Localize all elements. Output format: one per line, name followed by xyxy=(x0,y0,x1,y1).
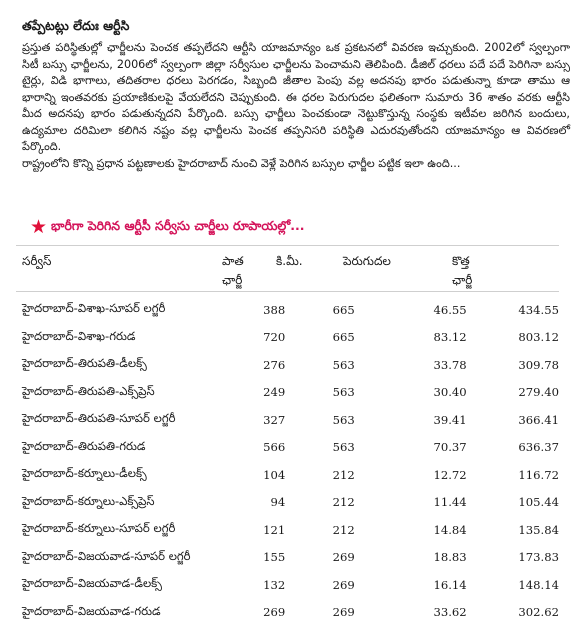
cell-km: 212 xyxy=(332,467,355,482)
header-new-line2: ఛార్జీ xyxy=(452,273,473,287)
table-row xyxy=(16,406,559,434)
cell-route: హైదరాబాద్-విజయవాడ-సూపర్ లగ్జరీ xyxy=(22,548,191,563)
cell-km: 212 xyxy=(332,495,355,510)
cell-route: హైదరాబాద్-విశాఖ-గరుడ xyxy=(22,328,136,343)
table-row xyxy=(16,296,559,324)
cell-km: 269 xyxy=(332,550,355,565)
article-heading: తప్పేటట్లు లేదుః ఆర్టీసి xyxy=(22,18,130,33)
cell-new: 434.55 xyxy=(518,302,559,317)
cell-new: 135.84 xyxy=(518,522,559,537)
header-old-line1: పాత xyxy=(222,254,244,268)
table-row xyxy=(16,544,559,572)
star-icon: ★ xyxy=(30,216,48,238)
header-increase: పెరుగుదల xyxy=(343,254,391,268)
cell-km: 269 xyxy=(332,605,355,620)
cell-km: 665 xyxy=(332,330,355,345)
cell-increase: 33.62 xyxy=(433,605,467,620)
cell-old: 155 xyxy=(263,550,286,565)
cell-increase: 83.12 xyxy=(433,330,467,345)
cell-old: 104 xyxy=(263,467,286,482)
cell-new: 173.83 xyxy=(518,550,559,565)
cell-old: 249 xyxy=(263,385,286,400)
fare-table xyxy=(16,296,559,626)
cell-increase: 12.72 xyxy=(433,467,467,482)
header-old-line2: ఛార్జీ xyxy=(222,273,243,287)
cell-route: హైదరాబాద్-విశాఖ-సూపర్ లగ్జరీ xyxy=(22,301,166,316)
cell-route: హైదరాబాద్-తిరుపతి-డీలక్స్ xyxy=(22,356,147,371)
cell-route: హైదరాబాద్-తిరుపతి-గరుడ xyxy=(22,438,146,453)
cell-km: 563 xyxy=(332,385,355,400)
table-header-divider xyxy=(16,291,559,292)
cell-old: 269 xyxy=(263,605,286,620)
cell-new: 302.62 xyxy=(518,605,559,620)
cell-new: 279.40 xyxy=(518,385,559,400)
cell-route: హైదరాబాద్-విజయవాడ-గరుడ xyxy=(22,603,161,618)
cell-old: 327 xyxy=(263,412,286,427)
fare-table-body xyxy=(16,296,559,626)
cell-old: 121 xyxy=(263,522,286,537)
cell-increase: 30.40 xyxy=(433,385,467,400)
cell-route: హైదరాబాద్-తిరుపతి-ఎక్స్‌ప్రెస్ xyxy=(22,383,155,398)
article-body xyxy=(22,40,570,172)
table-row xyxy=(16,324,559,352)
cell-km: 563 xyxy=(332,412,355,427)
header-old-charge xyxy=(222,252,244,290)
cell-route: హైదరాబాద్-విజయవాడ-డీలక్స్ xyxy=(22,576,162,591)
cell-new: 803.12 xyxy=(518,330,559,345)
article-paragraph: ప్రస్తుత పరిస్థితుల్లో ఛార్జీలను పెంచక తప్పలేదని ఆర్టీసి యాజమాన్యం ఒక ప్రకటనలో వివరణ ఇచ్చుకుంది. 2002లో స్వల్పంగా సిటీ బస్సు ఛార్జీలను, 2006లో స్వల్పంగా జిల్లా సర్వీసుల ఛార్జీలను పెంచామని తెలిపింది. డీజిల్ ధరలు పదే పదే పెరిగినా బస్సు టైర్లు, విడి భాగాలు, తదితరాల ధరలు పెరగడం, సిబ్బంది జీతాల పెంపు వల్ల అదనపు భారం పడుతున్నా కూడా తాము ఆ భారాన్ని ఇంతవరకు ప్రయాణికులపై వేయలేదని చెప్పుకుంది. ఈ ధరల పెరుగుదల ఫలితంగా సుమారు 36 శాతం వరకు ఆర్టీసి మీద అదనపు భారం పడుతున్నదని పేర్కొంది. బస్సు ఛార్జీలు పెంచకుండా నెట్టుకొస్తున్న సంస్థకు ఇటీవల జరిగిన బందులు, ఉద్యమాల దరిమిలా కలిగిన నష్టం వల్ల ఛార్జీలను పెంచక తప్పనిసరి పరిస్థితి ఎదురవుతోందని యాజమాన్యం ఆ వివరణలో పేర్కొంది. xyxy=(22,41,570,153)
cell-new: 148.14 xyxy=(518,577,559,592)
cell-old: 276 xyxy=(263,357,286,372)
cell-old: 94 xyxy=(270,495,286,510)
table-row xyxy=(16,434,559,462)
table-row xyxy=(16,461,559,489)
table-subheading xyxy=(30,216,305,238)
cell-route: హైదరాబాద్-కర్నూలు-డీలక్స్ xyxy=(22,466,147,481)
table-row xyxy=(16,599,559,627)
cell-increase: 39.41 xyxy=(433,412,467,427)
cell-km: 212 xyxy=(332,522,355,537)
cell-increase: 33.78 xyxy=(433,357,467,372)
cell-route: హైదరాబాద్-తిరుపతి-సూపర్ లగ్జరీ xyxy=(22,411,176,426)
table-row xyxy=(16,516,559,544)
header-service: సర్వీస్ xyxy=(22,254,52,268)
cell-increase: 46.55 xyxy=(433,302,467,317)
cell-km: 665 xyxy=(332,302,355,317)
header-km: కి.మీ. xyxy=(276,254,303,268)
table-row xyxy=(16,351,559,379)
cell-increase: 16.14 xyxy=(433,577,467,592)
cell-new: 116.72 xyxy=(518,467,559,482)
cell-route: హైదరాబాద్-కర్నూలు-ఎక్స్‌ప్రెస్ xyxy=(22,493,155,508)
cell-km: 563 xyxy=(332,440,355,455)
table-row xyxy=(16,489,559,517)
cell-increase: 18.83 xyxy=(433,550,467,565)
article-paragraph: రాష్ట్రంలోని కొన్ని ప్రధాన పట్టణాలకు హైదరాబాద్ నుంచి వెళ్లే పెరిగిన బస్సుల ఛార్జీల పట్టిక ఇలా ఉంది... xyxy=(22,156,461,170)
table-top-divider xyxy=(16,245,559,246)
cell-old: 566 xyxy=(263,440,286,455)
cell-km: 269 xyxy=(332,577,355,592)
cell-increase: 14.84 xyxy=(433,522,467,537)
cell-km: 563 xyxy=(332,357,355,372)
header-new-line1: కొత్త xyxy=(452,254,470,268)
cell-old: 720 xyxy=(263,330,286,345)
header-new-charge xyxy=(452,252,472,290)
cell-new: 636.37 xyxy=(518,440,559,455)
cell-new: 309.78 xyxy=(518,357,559,372)
cell-increase: 11.44 xyxy=(433,495,467,510)
subheading-text: భారీగా పెరిగిన ఆర్టీసీ సర్వీసు చార్జీలు రూపాయల్లో... xyxy=(51,217,305,233)
cell-old: 132 xyxy=(263,577,286,592)
cell-new: 105.44 xyxy=(518,495,559,510)
cell-old: 388 xyxy=(263,302,286,317)
table-row xyxy=(16,571,559,599)
table-row xyxy=(16,379,559,407)
cell-route: హైదరాబాద్-కర్నూలు-సూపర్ లగ్జరీ xyxy=(22,521,176,536)
cell-increase: 70.37 xyxy=(433,440,467,455)
cell-new: 366.41 xyxy=(518,412,559,427)
